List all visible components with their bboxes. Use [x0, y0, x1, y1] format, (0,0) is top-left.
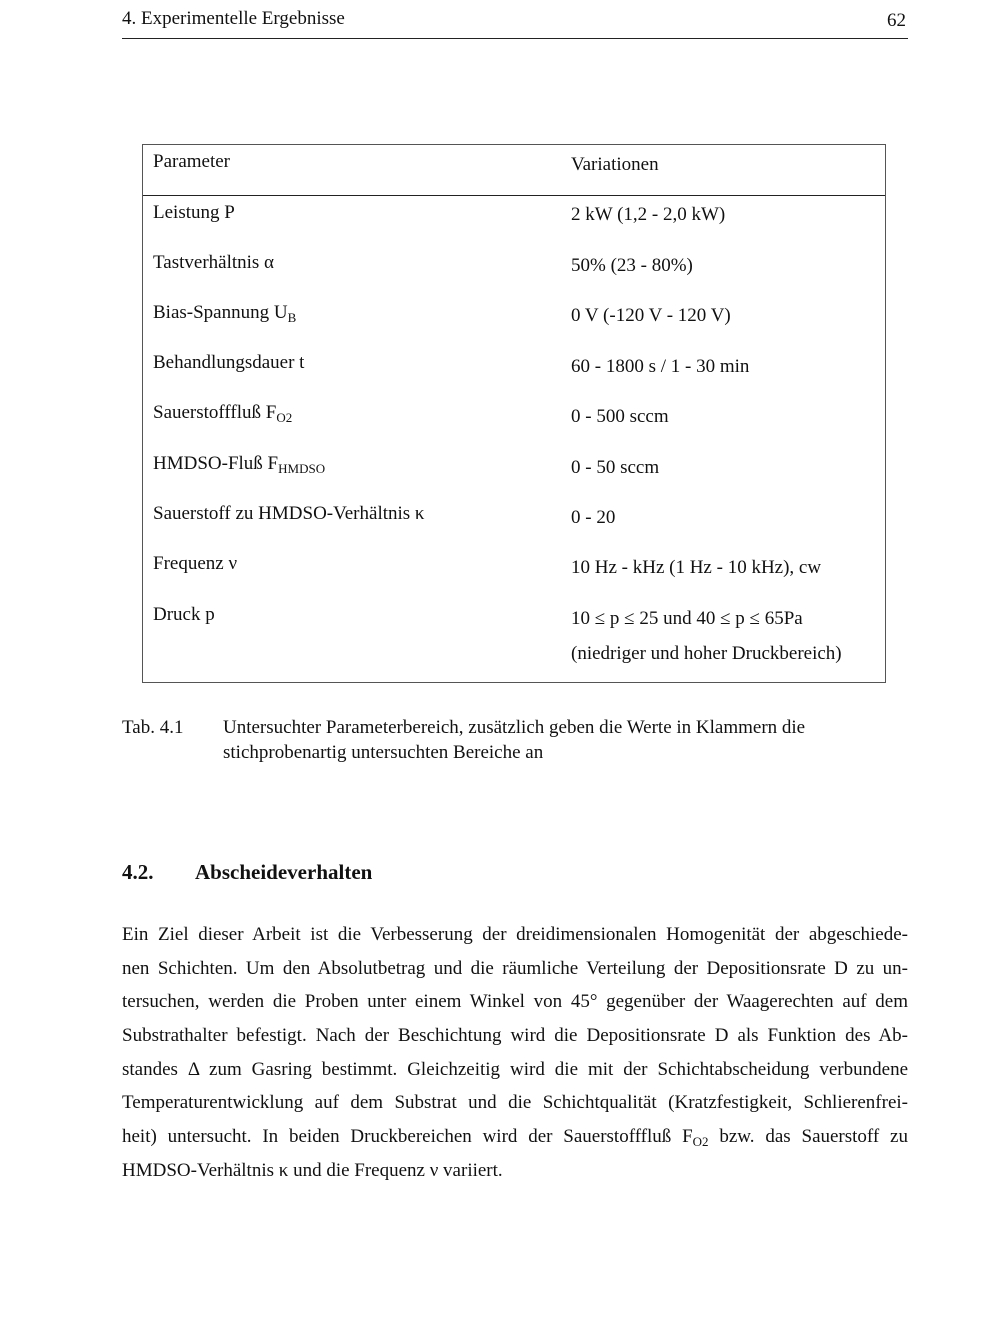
paragraph-line: standes Δ zum Gasring bestimmt. Gleichzeitig wird die mit der Schichtabscheidung verbundene — [122, 1058, 908, 1080]
param-name: Sauerstoff zu HMDSO-Verhältnis κ — [153, 503, 425, 524]
param-name: Tastverhältnis α — [153, 252, 275, 273]
paragraph-line: heit) untersucht. In beiden Druckbereichen wird der Sauerstofffluß $F_{O2}$ bzw. das Sauerstoff zu — [122, 1126, 908, 1150]
param-name: Sauerstofffluß $F_{O2}$ — [153, 402, 293, 425]
param-name: Leistung P — [153, 202, 235, 223]
param-name: Frequenz ν — [153, 553, 238, 574]
param-value: 10 ≤ p ≤ 25 und 40 ≤ p ≤ 65Pa — [571, 608, 803, 629]
paragraph-line: HMDSO-Verhältnis κ und die Frequenz ν variiert. — [122, 1159, 503, 1181]
param-value: 0 - 50 sccm — [571, 457, 660, 478]
header-variations: Variationen — [571, 154, 659, 175]
param-value: 0 - 500 sccm — [571, 406, 669, 427]
paragraph-line: Substrathalter befestigt. Nach der Beschichtung wird die Depositionsrate D als Funktion des Ab- — [122, 1025, 908, 1047]
param-value: 0 - 20 — [571, 507, 616, 528]
table-header-row — [143, 145, 885, 196]
section-title: Abscheideverhalten — [195, 860, 373, 884]
param-value: 50% (23 - 80%) — [571, 255, 693, 276]
caption-text: Untersuchter Parameterbereich, zusätzlich geben die Werte in Klammern die stichprobenartig untersuchten Bereiche an — [223, 717, 806, 763]
body-paragraph — [122, 918, 908, 1188]
param-value-note: (niedriger und hoher Druckbereich) — [571, 643, 842, 664]
header-parameter: Parameter — [153, 151, 231, 172]
paragraph-line: Ein Ziel dieser Arbeit ist die Verbesserung der dreidimensionalen Homogenität der abgeschiede- — [122, 924, 908, 945]
paragraph-line: Temperaturentwicklung auf dem Substrat und die Schichtqualität (Kratzfestigkeit, Schlierenfrei- — [122, 1092, 908, 1114]
chapter-title: 4. Experimentelle Ergebnisse — [122, 8, 345, 29]
section-number: 4.2. — [122, 860, 154, 884]
param-value: 0 V (-120 V - 120 V) — [571, 305, 731, 326]
param-value: 60 - 1800 s / 1 - 30 min — [571, 356, 750, 377]
running-header — [122, 4, 908, 39]
param-name: Bias-Spannung $U_B$ — [153, 302, 297, 325]
param-name: Behandlungsdauer t — [153, 352, 305, 373]
paragraph-line: tersuchen, werden die Proben unter einem Winkel von 45° gegenüber der Waagerechten auf dem — [122, 991, 908, 1013]
param-name: HMDSO-Fluß $F_{HMDSO}$ — [153, 453, 326, 476]
caption-label: Tab. 4.1 — [122, 717, 184, 738]
param-value: 2 kW (1,2 - 2,0 kW) — [571, 204, 726, 225]
param-name: Druck p — [153, 604, 215, 625]
param-value: 10 Hz - kHz (1 Hz - 10 kHz), cw — [571, 557, 822, 578]
page-number: 62 — [887, 10, 906, 31]
paragraph-line: nen Schichten. Um den Absolutbetrag und die räumliche Verteilung der Depositionsrate D zu un- — [122, 957, 908, 979]
parameter-table — [142, 144, 886, 683]
